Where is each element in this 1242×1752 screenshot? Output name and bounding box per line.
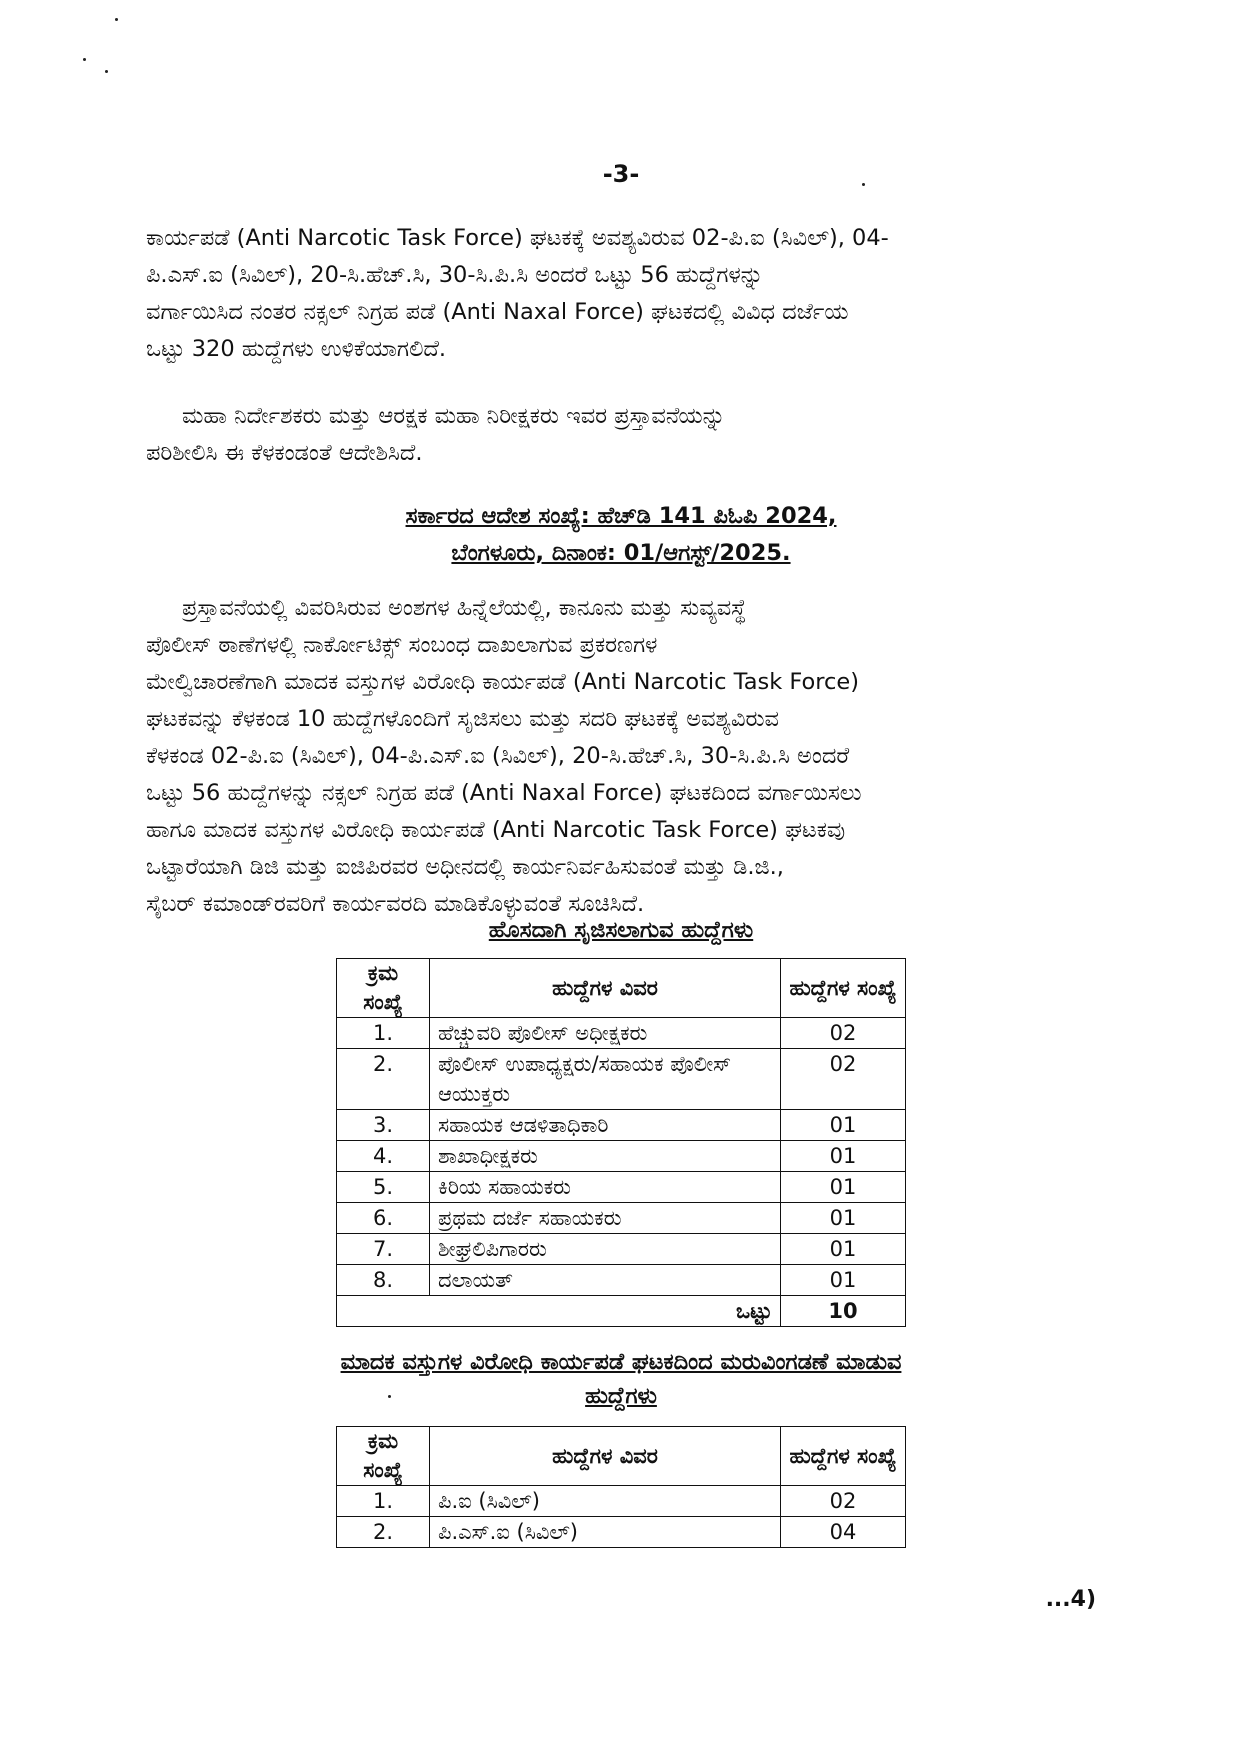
cell-serial: 3.	[337, 1110, 430, 1141]
cell-post: ಸಹಾಯಕ ಆಡಳಿತಾಧಿಕಾರಿ	[430, 1110, 781, 1141]
table2-title-line2: ಹುದ್ದೆಗಳು	[585, 1383, 657, 1409]
continuation-marker: ...4)	[1045, 1587, 1096, 1612]
cell-serial: 6.	[337, 1203, 430, 1234]
paragraph-line: ಕೆಳಕಂಡ 02-ಪಿ.ಐ (ಸಿವಿಲ್), 04-ಪಿ.ಎಸ್.ಐ (ಸಿವಿಲ್), 20-ಸಿ.ಹೆಚ್.ಸಿ, 30-ಸಿ.ಪಿ.ಸಿ ಅಂದರೆ	[146, 743, 850, 769]
paragraph-line: ಪರಿಶೀಲಿಸಿ ಈ ಕೆಳಕಂಡಂತೆ ಆದೇಶಿಸಿದೆ.	[146, 440, 423, 466]
paragraph-2	[146, 398, 1096, 472]
table1-title: ಹೊಸದಾಗಿ ಸೃಜಿಸಲಾಗುವ ಹುದ್ದೆಗಳು	[488, 917, 754, 943]
cell-count: 02	[781, 1018, 906, 1049]
header-post-details: ಹುದ್ದೆಗಳ ವಿವರ	[430, 1427, 781, 1486]
paragraph-3	[146, 590, 1096, 923]
cell-post: ಪಿ.ಐ (ಸಿವಿಲ್)	[430, 1486, 781, 1517]
table-row	[337, 1517, 906, 1548]
total-value: 10	[781, 1296, 906, 1327]
cell-serial: 2.	[337, 1049, 430, 1110]
scan-speck	[105, 70, 108, 73]
paragraph-line: ಘಟಕವನ್ನು ಕೆಳಕಂಡ 10 ಹುದ್ದೆಗಳೊಂದಿಗೆ ಸೃಜಿಸಲು ಮತ್ತು ಸದರಿ ಘಟಕಕ್ಕೆ ಅವಶ್ಯವಿರುವ	[146, 706, 780, 732]
cell-count: 01	[781, 1265, 906, 1296]
table-row	[337, 1265, 906, 1296]
order-number-heading: ಸರ್ಕಾರದ ಆದೇಶ ಸಂಖ್ಯೆ: ಹೆಚ್‌ಡಿ 141 ಪಿಓಪಿ 2024,	[405, 503, 837, 529]
paragraph-line: ಮಹಾ ನಿರ್ದೇಶಕರು ಮತ್ತು ಆರಕ್ಷಕ ಮಹಾ ನಿರೀಕ್ಷಕರು ಇವರ ಪ್ರಸ್ತಾವನೆಯನ್ನು	[182, 403, 726, 429]
header-serial-no: ಕ್ರಮ ಸಂಖ್ಯೆ	[337, 959, 430, 1018]
paragraph-line: ಒಟ್ಟು 320 ಹುದ್ದೆಗಳು ಉಳಿಕೆಯಾಗಲಿದೆ.	[146, 336, 447, 362]
reallocated-posts-table	[336, 1426, 906, 1548]
header-post-count: ಹುದ್ದೆಗಳ ಸಂಖ್ಯೆ	[781, 1427, 906, 1486]
cell-serial: 2.	[337, 1517, 430, 1548]
cell-count: 04	[781, 1517, 906, 1548]
paragraph-line: ಹಾಗೂ ಮಾದಕ ವಸ್ತುಗಳ ವಿರೋಧಿ ಕಾರ್ಯಪಡೆ (Anti Narcotic Task Force) ಘಟಕವು	[146, 817, 846, 843]
cell-count: 01	[781, 1203, 906, 1234]
table2-title-line1: ಮಾದಕ ವಸ್ತುಗಳ ವಿರೋಧಿ ಕಾರ್ಯಪಡೆ ಘಟಕದಿಂದ ಮರುವಿಂಗಡಣೆ ಮಾಡುವ	[340, 1349, 902, 1375]
table-row	[337, 1018, 906, 1049]
table-row	[337, 1141, 906, 1172]
paragraph-line: ಮೇಲ್ವಿಚಾರಣೆಗಾಗಿ ಮಾದಕ ವಸ್ತುಗಳ ವಿರೋಧಿ ಕಾರ್ಯಪಡೆ (Anti Narcotic Task Force)	[146, 669, 860, 695]
cell-post: ಶೀಘ್ರಲಿಪಿಗಾರರು	[430, 1234, 781, 1265]
paragraph-line: ಒಟ್ಟಾರೆಯಾಗಿ ಡಿಜಿ ಮತ್ತು ಐಜಿಪಿರವರ ಅಧೀನದಲ್ಲಿ ಕಾರ್ಯನಿರ್ವಹಿಸುವಂತೆ ಮತ್ತು ಡಿ.ಜಿ.,	[146, 854, 784, 880]
cell-count: 01	[781, 1234, 906, 1265]
cell-post: ಪ್ರಥಮ ದರ್ಜೆ ಸಹಾಯಕರು	[430, 1203, 781, 1234]
cell-count: 02	[781, 1049, 906, 1110]
page-number: -3-	[602, 160, 640, 188]
cell-post: ಹೆಚ್ಚುವರಿ ಪೊಲೀಸ್ ಅಧೀಕ್ಷಕರು	[430, 1018, 781, 1049]
header-post-count: ಹುದ್ದೆಗಳ ಸಂಖ್ಯೆ	[781, 959, 906, 1018]
cell-count: 01	[781, 1141, 906, 1172]
paragraph-line: ಒಟ್ಟು 56 ಹುದ್ದೆಗಳನ್ನು ನಕ್ಸಲ್ ನಿಗ್ರಹ ಪಡೆ (Anti Naxal Force) ಘಟಕದಿಂದ ವರ್ಗಾಯಿಸಲು	[146, 780, 862, 806]
table-row	[337, 1049, 906, 1110]
cell-serial: 1.	[337, 1486, 430, 1517]
table-row	[337, 1110, 906, 1141]
cell-post: ಕಿರಿಯ ಸಹಾಯಕರು	[430, 1172, 781, 1203]
cell-post: ಪೊಲೀಸ್ ಉಪಾಧ್ಯಕ್ಷರು/ಸಹಾಯಕ ಪೊಲೀಸ್ ಆಯುಕ್ತರು	[430, 1049, 781, 1110]
cell-serial: 5.	[337, 1172, 430, 1203]
paragraph-line: ಪೊಲೀಸ್ ಠಾಣೆಗಳಲ್ಲಿ ನಾರ್ಕೋಟಿಕ್ಸ್ ಸಂಬಂಧ ದಾಖಲಾಗುವ ಪ್ರಕರಣಗಳ	[146, 632, 658, 658]
order-date-heading: ಬೆಂಗಳೂರು, ದಿನಾಂಕ: 01/ಆಗಸ್ಟ್/2025.	[451, 540, 791, 566]
cell-count: 02	[781, 1486, 906, 1517]
paragraph-line: ಪಿ.ಎಸ್.ಐ (ಸಿವಿಲ್), 20-ಸಿ.ಹೆಚ್.ಸಿ, 30-ಸಿ.ಪಿ.ಸಿ ಅಂದರೆ ಒಟ್ಟು 56 ಹುದ್ದೆಗಳನ್ನು	[146, 262, 764, 288]
cell-serial: 1.	[337, 1018, 430, 1049]
table-header-row	[337, 959, 906, 1018]
table-row	[337, 1486, 906, 1517]
new-posts-table	[336, 958, 906, 1327]
cell-serial: 4.	[337, 1141, 430, 1172]
table-row	[337, 1172, 906, 1203]
paragraph-line: ಸೈಬರ್ ಕಮಾಂಡ್‌ರವರಿಗೆ ಕಾರ್ಯವರದಿ ಮಾಡಿಕೊಳ್ಳುವಂತೆ ಸೂಚಿಸಿದೆ.	[146, 891, 645, 917]
paragraph-line: ಕಾರ್ಯಪಡೆ (Anti Narcotic Task Force) ಘಟಕಕ್ಕೆ ಅವಶ್ಯವಿರುವ 02-ಪಿ.ಐ (ಸಿವಿಲ್), 04-	[146, 225, 889, 251]
table-row	[337, 1234, 906, 1265]
header-serial-no: ಕ್ರಮ ಸಂಖ್ಯೆ	[337, 1427, 430, 1486]
cell-count: 01	[781, 1110, 906, 1141]
total-label: ಒಟ್ಟು	[337, 1296, 781, 1327]
table-row	[337, 1203, 906, 1234]
table-header-row	[337, 1427, 906, 1486]
cell-post: ಪಿ.ಎಸ್.ಐ (ಸಿವಿಲ್)	[430, 1517, 781, 1548]
paragraph-1	[146, 220, 1096, 368]
header-post-details: ಹುದ್ದೆಗಳ ವಿವರ	[430, 959, 781, 1018]
scan-speck	[83, 58, 86, 61]
paragraph-line: ಪ್ರಸ್ತಾವನೆಯಲ್ಲಿ ವಿವರಿಸಿರುವ ಅಂಶಗಳ ಹಿನ್ನೆಲೆಯಲ್ಲಿ, ಕಾನೂನು ಮತ್ತು ಸುವ್ಯವಸ್ಥೆ	[182, 595, 747, 621]
cell-post: ಶಾಖಾಧೀಕ್ಷಕರು	[430, 1141, 781, 1172]
cell-post: ದಲಾಯತ್	[430, 1265, 781, 1296]
paragraph-line: ವರ್ಗಾಯಿಸಿದ ನಂತರ ನಕ್ಸಲ್ ನಿಗ್ರಹ ಪಡೆ (Anti Naxal Force) ಘಟಕದಲ್ಲಿ ವಿವಿಧ ದರ್ಜೆಯ	[146, 299, 849, 325]
cell-count: 01	[781, 1172, 906, 1203]
cell-serial: 7.	[337, 1234, 430, 1265]
cell-serial: 8.	[337, 1265, 430, 1296]
scan-speck	[115, 18, 118, 21]
table-total-row	[337, 1296, 906, 1327]
